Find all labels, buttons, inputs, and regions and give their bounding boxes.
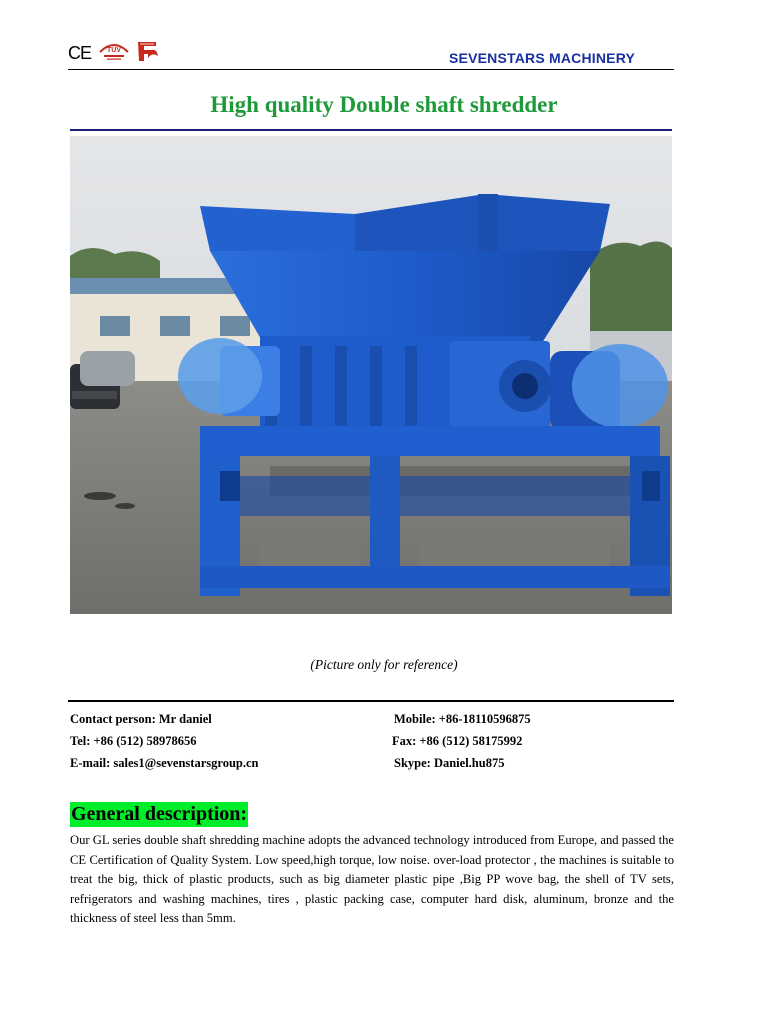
- certification-logos: [68, 38, 168, 66]
- header-rule: [68, 69, 674, 70]
- page-title: High quality Double shaft shredder: [210, 92, 558, 117]
- description-text: Our GL series double shaft shredding machine adopts the advanced technology introduced from Europe, and passed the CE Certification of Quality System. Low speed,high torque, low noise. over-load protector , the machines is suitable to treat the big, thick of plastic products, such as big diameter plastic pipe ,Big PP wove bag, the shell of TV sets, refrigerators and washing machines, tires , plastic packing case, computer hard disk, aluminum, bronze and the thickness of steel less than 5mm.: [70, 833, 674, 926]
- contact-tel: Tel: +86 (512) 58978656: [70, 734, 197, 748]
- company-name: SEVENSTARS MACHINERY: [449, 50, 636, 66]
- ce-mark-logo: CE: [68, 43, 92, 63]
- contact-mobile: Mobile: +86-18110596875: [394, 712, 531, 726]
- title-rule: [70, 129, 672, 131]
- contact-person: Contact person: Mr daniel: [70, 712, 212, 726]
- company-emblem-icon: [134, 38, 160, 64]
- image-caption: (Picture only for reference): [310, 657, 458, 672]
- section-heading: General description:: [71, 803, 248, 825]
- contact-fax: Fax: +86 (512) 58175992: [392, 734, 523, 748]
- shredder-photo: [70, 136, 672, 614]
- contact-email: E-mail: sales1@sevenstarsgroup.cn: [70, 756, 259, 770]
- contact-skype: Skype: Daniel.hu875: [394, 756, 505, 770]
- svg-text:TÜV: TÜV: [107, 47, 121, 54]
- contact-rule: [68, 700, 674, 702]
- tuv-logo-icon: [98, 40, 130, 62]
